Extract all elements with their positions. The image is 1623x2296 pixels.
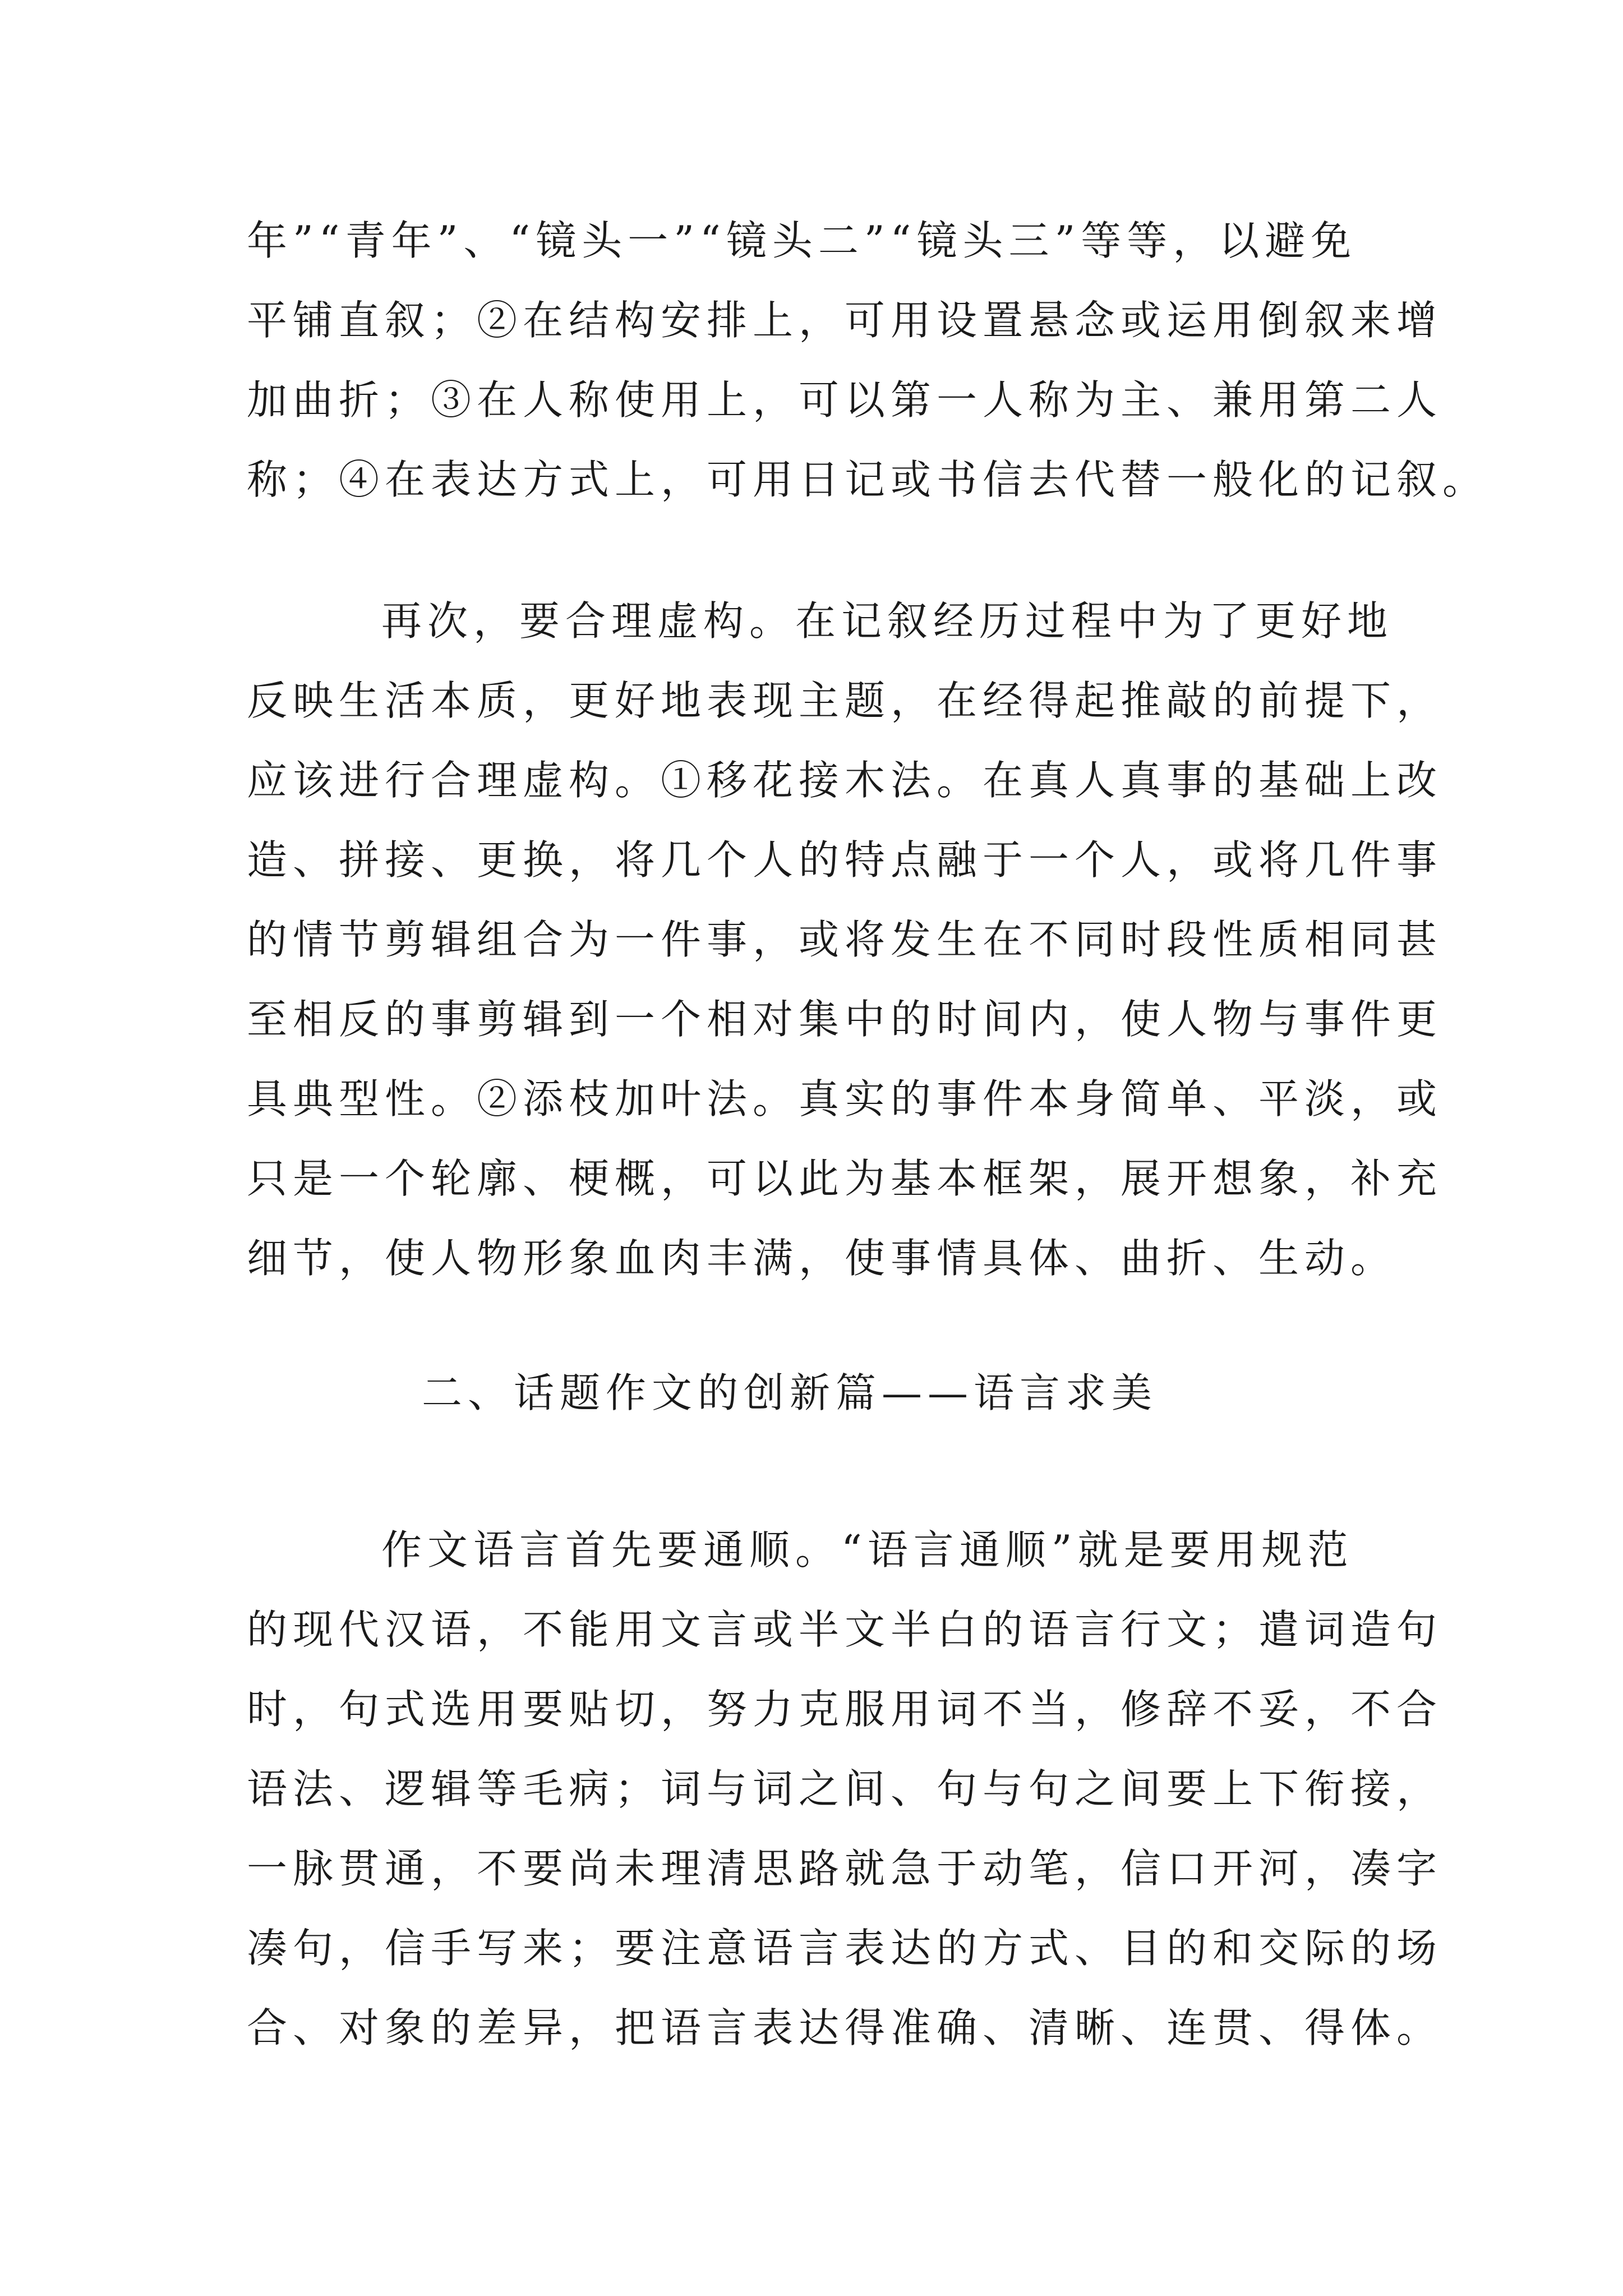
text-line: 只是一个轮廓、梗概，可以此为基本框架，展开想象，补充 [247, 1155, 1443, 1202]
text-line: 凑句，信手写来；要注意语言表达的方式、目的和交际的场 [247, 1925, 1443, 1972]
text-line: 合、对象的差异，把语言表达得准确、清晰、连贯、得体。 [247, 2004, 1443, 2051]
text-line: 语法、逻辑等毛病；词与词之间、句与句之间要上下衔接， [247, 1765, 1443, 1812]
text-line: 称；④在表达方式上，可用日记或书信去代替一般化的记叙。 [247, 456, 1489, 503]
paragraph-reasonable-fiction [247, 581, 1443, 1298]
text-line: 时，句式选用要贴切，努力克服用词不当，修辞不妥，不合 [247, 1686, 1443, 1733]
paragraph-continued [247, 201, 1489, 519]
text-line-first: 作文语言首先要通顺。“语言通顺”就是要用规范 [381, 1526, 1354, 1573]
text-line: 应该进行合理虚构。①移花接木法。在真人真事的基础上改 [247, 757, 1443, 804]
text-line: 年”“青年”、“镜头一”“镜头二”“镜头三”等等，以避免 [247, 217, 1357, 264]
text-line: 一脉贯通，不要尚未理清思路就急于动笔，信口开河，凑字 [247, 1845, 1443, 1892]
text-line: 反映生活本质，更好地表现主题，在经得起推敲的前提下， [247, 677, 1443, 724]
text-line: 加曲折；③在人称使用上，可以第一人称为主、兼用第二人 [247, 376, 1443, 424]
text-line: 至相反的事剪辑到一个相对集中的时间内，使人物与事件更 [247, 996, 1443, 1043]
section-heading-text: 二、话题作文的创新篇——语言求美 [422, 1369, 1158, 1416]
text-line: 造、拼接、更换，将几个人的特点融于一个人，或将几件事 [247, 836, 1443, 884]
text-line: 的现代汉语，不能用文言或半文半白的语言行文；遣词造句 [247, 1606, 1443, 1653]
text-line: 平铺直叙；②在结构安排上，可用设置悬念或运用倒叙来增 [247, 297, 1443, 344]
text-line: 具典型性。②添枝加叶法。真实的事件本身简单、平淡，或 [247, 1075, 1443, 1122]
text-line: 的情节剪辑组合为一件事，或将发生在不同时段性质相同甚 [247, 916, 1443, 963]
text-line: 细节，使人物形象血肉丰满，使事情具体、曲折、生动。 [247, 1235, 1397, 1282]
text-line-first: 再次，要合理虚构。在记叙经历过程中为了更好地 [381, 597, 1394, 645]
paragraph-language-fluency [247, 1510, 1443, 2068]
section-heading [247, 1353, 1391, 1433]
